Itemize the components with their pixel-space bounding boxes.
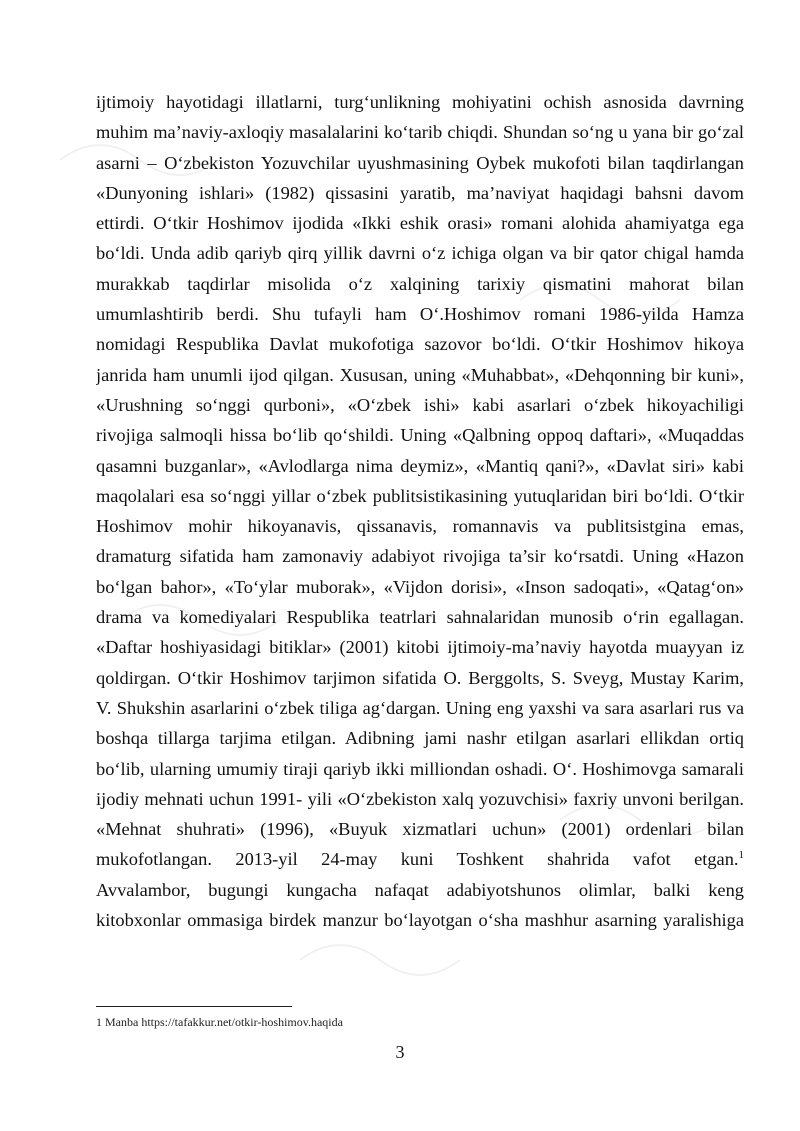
text-line: bo‘ldi. Unda adib qariyb qirq yillik davrni o‘z ichiga olgan va bir qator chigal hamda: [96, 243, 744, 264]
text-segment: mukofotlangan. 2013-yil 24-may kuni Toshkent shahrida vafot etgan.: [96, 849, 739, 870]
text-line: murakkab taqdirlar misolida o‘z xalqining tarixiy qismatini mahorat bilan: [96, 273, 744, 294]
footnote-reference[interactable]: 1: [738, 849, 744, 862]
text-line: ijtimoiy hayotidagi illatlarni, turg‘unlikning mohiyatini ochish asnosida davrning: [96, 92, 744, 112]
text-line: umumlashtirib berdi. Shu tufayli ham O‘.Hoshimov romani 1986-yilda Hamza: [96, 304, 744, 325]
text-line-with-footnote: [96, 844, 744, 874]
text-line: «Mehnat shuhrati» (1996), «Buyuk xizmatlari uchun» (2001) ordenlari bilan: [96, 819, 744, 840]
text-line: bo‘lib, ularning umumiy tiraji qariyb ikki milliondan oshadi. O‘. Hoshimovga samarali: [96, 758, 744, 779]
text-line: drama va komediyalari Respublika teatrlari sahnalaridan munosib o‘rin egallagan.: [96, 607, 744, 628]
text-line: asarni – O‘zbekiston Yozuvchilar uyushmasining Oybek mukofoti bilan taqdirlangan: [96, 152, 744, 173]
footnote-number: 1: [96, 1015, 102, 1029]
text-line: Avvalambor, bugungi kungacha nafaqat adabiyotshunos olimlar, balki keng: [96, 879, 744, 900]
footnote-text: Manba https://tafakkur.net/otkir-hoshimov.haqida: [105, 1015, 343, 1029]
text-line: janrida ham unumli ijod qilgan. Xususan, uning «Muhabbat», «Dehqonning bir kuni»,: [96, 364, 744, 385]
body-text: [96, 87, 744, 935]
footnote: [96, 1014, 744, 1030]
page-number: 3: [395, 1042, 405, 1062]
text-line: «Dunyoning ishlari» (1982) qissasini yaratib, ma’naviyat haqidagi bahsni davom: [96, 182, 744, 203]
text-line: V. Shukshin asarlarini o‘zbek tiliga ag‘dargan. Uning eng yaxshi va sara asarlari rus va: [96, 697, 744, 718]
text-line: rivojiga salmoqli hissa bo‘lib qo‘shildi. Uning «Qalbning oppoq daftari», «Muqaddas: [96, 425, 744, 446]
text-line: qasamni buzganlar», «Avlodlarga nima deymiz», «Mantiq qani?», «Davlat siri» kabi: [96, 455, 744, 476]
text-line: «Urushning so‘nggi qurboni», «O‘zbek ishi» kabi asarlari o‘zbek hikoyachiligi: [96, 394, 744, 415]
text-line: «Daftar hoshiyasidagi bitiklar» (2001) kitobi ijtimoiy-ma’naviy hayotda muayyan iz: [96, 637, 744, 658]
text-line: nomidagi Respublika Davlat mukofotiga sazovor bo‘ldi. O‘tkir Hoshimov hikoya: [96, 334, 744, 355]
text-line: kitobxonlar ommasiga birdek manzur bo‘layotgan o‘sha mashhur asarning yaralishiga: [96, 910, 744, 931]
footnote-separator: [96, 1006, 292, 1007]
text-line: dramaturg sifatida ham zamonaviy adabiyot rivojiga ta’sir ko‘rsatdi. Uning «Hazon: [96, 546, 744, 567]
text-line: ettirdi. O‘tkir Hoshimov ijodida «Ikki eshik orasi» romani alohida ahamiyatga ega: [96, 213, 744, 234]
text-line: ijodiy mehnati uchun 1991- yili «O‘zbekiston xalq yozuvchisi» faxriy unvoni berilgan.: [96, 788, 744, 809]
text-line: qoldirgan. O‘tkir Hoshimov tarjimon sifatida O. Berggolts, S. Sveyg, Mustay Karim,: [96, 667, 744, 688]
text-line: Hoshimov mohir hikoyanavis, qissanavis, romannavis va publitsistgina emas,: [96, 516, 744, 537]
text-line: maqolalari esa so‘nggi yillar o‘zbek publitsistikasining yutuqlaridan biri bo‘ldi. O‘tkir: [96, 485, 744, 506]
text-line: bo‘lgan bahor», «To‘ylar muborak», «Vijdon dorisi», «Inson sadoqati», «Qatag‘on»: [96, 576, 744, 597]
text-line: muhim ma’naviy-axloqiy masalalarini ko‘tarib chiqdi. Shundan so‘ng u yana bir go‘zal: [96, 122, 744, 143]
text-line: boshqa tillarga tarjima etilgan. Adibning jami nashr etilgan asarlari ellikdan ortiq: [96, 728, 744, 749]
